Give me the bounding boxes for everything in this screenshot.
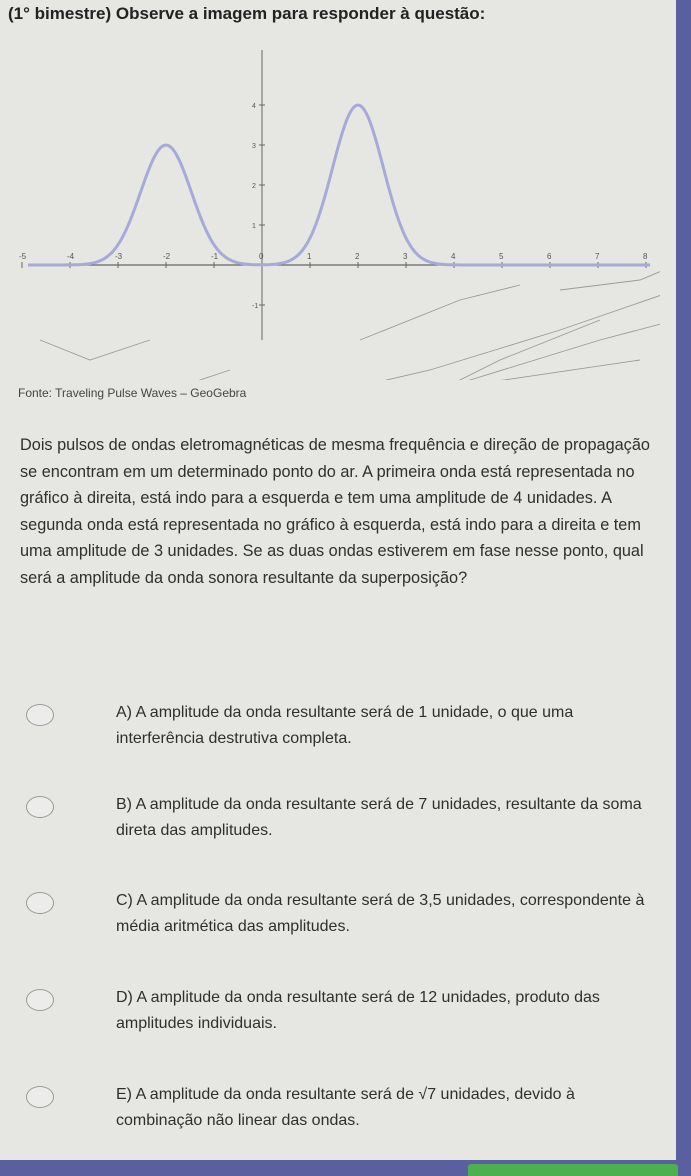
x-tick-label: 0 <box>259 252 264 261</box>
radio-button[interactable] <box>26 704 54 726</box>
green-progress-strip <box>468 1164 678 1176</box>
y-tick-label: -1 <box>252 303 259 310</box>
x-tick-label: -3 <box>115 252 123 261</box>
option-label: E) A amplitude da onda resultante será de √7 unidades, devido à combinação não linear das ondas. <box>116 1086 575 1129</box>
pulse-graph <box>0 40 660 380</box>
y-tick-label: 1 <box>252 223 256 230</box>
radio-button[interactable] <box>26 796 54 818</box>
x-tick-label: -4 <box>67 252 75 261</box>
graph-source: Fonte: Traveling Pulse Waves – GeoGebra <box>18 386 247 400</box>
y-tick-label: 3 <box>252 143 256 150</box>
screen-crack-lines <box>40 265 660 380</box>
x-tick-label: 3 <box>403 252 408 261</box>
option-label: B) A amplitude da onda resultante será de 7 unidades, resultante da soma direta das amplitudes. <box>116 796 642 839</box>
radio-button[interactable] <box>26 989 54 1011</box>
option-label: C) A amplitude da onda resultante será de 3,5 unidades, correspondente à média aritmética das amplitudes. <box>116 892 645 935</box>
option-label: A) A amplitude da onda resultante será de 1 unidade, o que uma interferência destrutiva completa. <box>116 704 574 747</box>
x-tick-label: 5 <box>499 252 504 261</box>
x-tick-label: 4 <box>451 252 456 261</box>
y-tick-labels <box>252 103 265 310</box>
wave-curve <box>28 105 650 265</box>
radio-button[interactable] <box>26 1086 54 1108</box>
x-tick-label: -5 <box>19 252 27 261</box>
y-tick-label: 2 <box>252 183 256 190</box>
x-tick-label: 6 <box>547 252 552 261</box>
radio-button[interactable] <box>26 892 54 914</box>
question-title: (1° bimestre) Observe a imagem para responder à questão: <box>8 4 486 23</box>
x-tick-label: -2 <box>163 252 171 261</box>
option-label: D) A amplitude da onda resultante será de 12 unidades, produto das amplitudes individuais. <box>116 989 600 1032</box>
x-tick-label: -1 <box>211 252 219 261</box>
x-tick-label: 2 <box>355 252 360 261</box>
x-tick-label: 8 <box>643 252 648 261</box>
x-tick-label: 7 <box>595 252 600 261</box>
x-tick-label: 1 <box>307 252 312 261</box>
question-body: Dois pulsos de ondas eletromagnéticas de mesma frequência e direção de propagação se encontram em um determinado ponto do ar. A primeira onda está representada no gráfico à direita, está indo para a esquerda e tem uma amplitude de 4 unidades. A segunda onda está representada no gráfico à esquerda, está indo para a direita e tem uma amplitude de 3 unidades. Se as duas ondas estiverem em fase nesse ponto, qual será a amplitude da onda sonora resultante da superposição? <box>20 436 650 587</box>
y-tick-label: 4 <box>252 103 256 110</box>
